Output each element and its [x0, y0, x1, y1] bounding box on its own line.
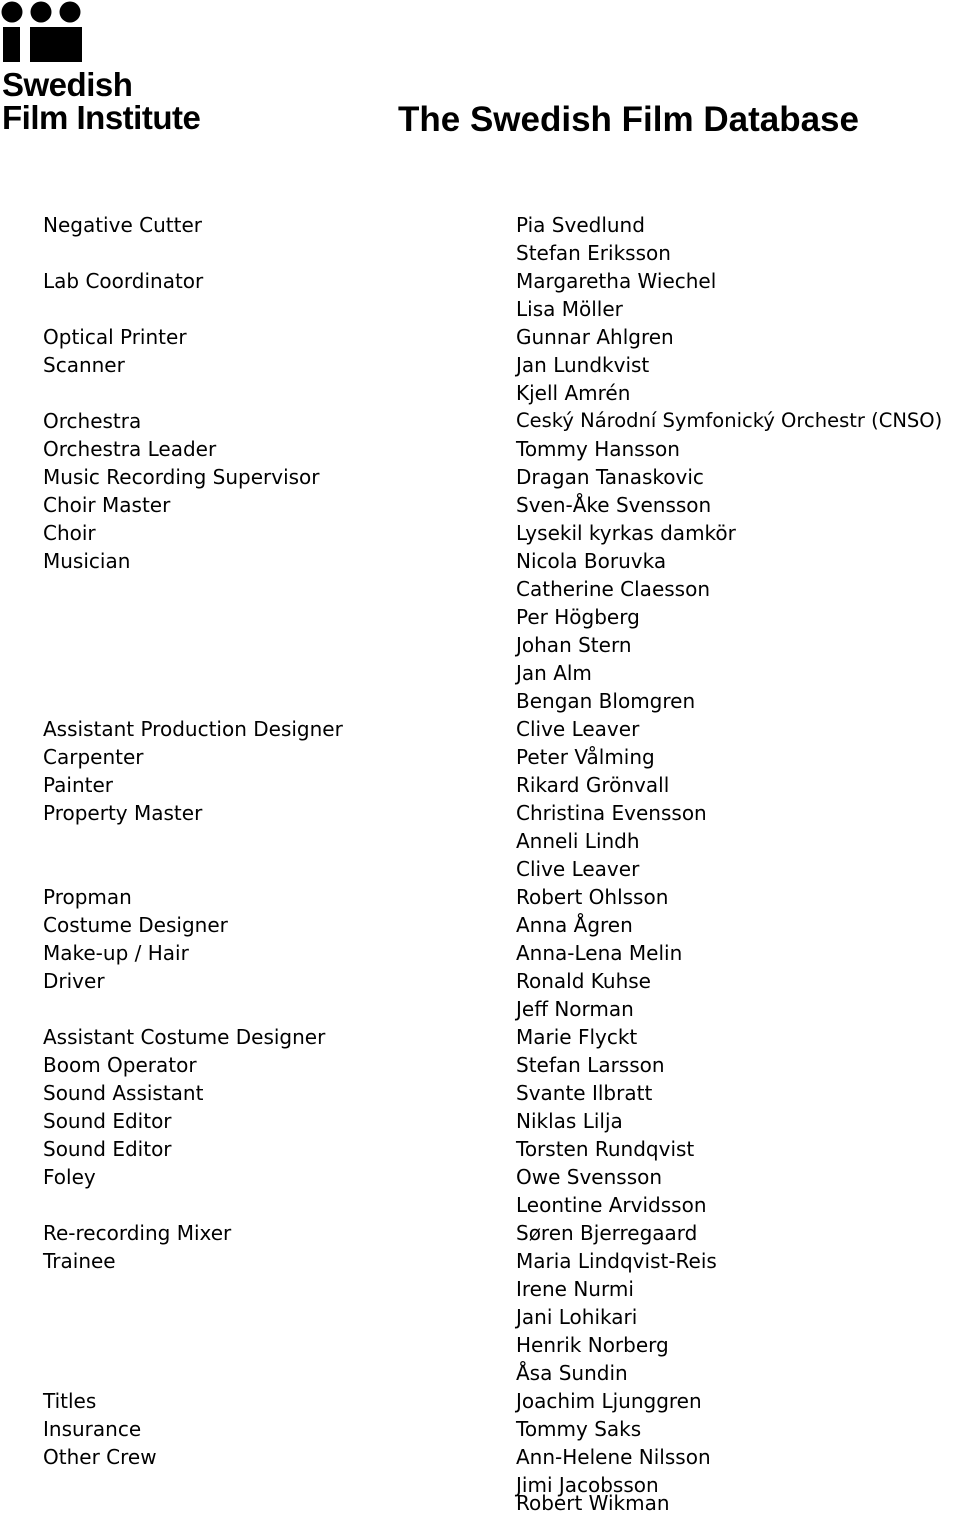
credit-name: Ann-Helene Nilsson: [516, 1445, 711, 1469]
credit-name: Niklas Lilja: [516, 1109, 623, 1133]
credit-role: Choir: [43, 521, 96, 545]
credit-role: Sound Editor: [43, 1137, 172, 1161]
credit-name: Jimi Jacobsson: [516, 1473, 659, 1497]
credit-row: [0, 771, 960, 799]
credit-role: Insurance: [43, 1417, 142, 1441]
credit-role: Assistant Costume Designer: [43, 1025, 326, 1049]
credit-row: [0, 1489, 960, 1517]
credit-role: Musician: [43, 549, 131, 573]
credit-row: [0, 547, 960, 575]
credit-role: Propman: [43, 885, 132, 909]
credit-name: Johan Stern: [516, 633, 632, 657]
logo-wordmark: [2, 68, 200, 134]
credit-role: Music Recording Supervisor: [43, 465, 320, 489]
credit-name: Ronald Kuhse: [516, 969, 651, 993]
credit-name: Sven-Åke Svensson: [516, 493, 712, 517]
page-title: The Swedish Film Database: [398, 100, 859, 139]
credit-row: [0, 267, 960, 295]
credit-name: Dragan Tanaskovic: [516, 465, 704, 489]
credit-name: Joachim Ljunggren: [516, 1389, 702, 1413]
credit-row: [0, 1219, 960, 1247]
credit-name: Leontine Arvidsson: [516, 1193, 707, 1217]
credit-row: [0, 323, 960, 351]
logo-line-1: Swedish: [2, 66, 133, 103]
credit-name: Per Högberg: [516, 605, 640, 629]
credit-name: Clive Leaver: [516, 857, 640, 881]
credit-role: Orchestra: [43, 409, 142, 433]
credit-name: Margaretha Wiechel: [516, 269, 717, 293]
credit-name: Irene Nurmi: [516, 1277, 634, 1301]
credit-role: Boom Operator: [43, 1053, 197, 1077]
credit-row: [0, 295, 960, 323]
credit-name: Anneli Lindh: [516, 829, 640, 853]
credit-name: Kjell Amrén: [516, 381, 631, 405]
credit-name: Bengan Blomgren: [516, 689, 696, 713]
credit-name: Anna-Lena Melin: [516, 941, 683, 965]
credit-name: Tommy Hansson: [516, 437, 680, 461]
credit-row: [0, 1135, 960, 1163]
credit-name: Lysekil kyrkas damkör: [516, 521, 736, 545]
credit-role: Sound Assistant: [43, 1081, 204, 1105]
credit-name: Svante Ilbratt: [516, 1081, 653, 1105]
credit-name: Åsa Sundin: [516, 1361, 628, 1385]
credit-row: [0, 1303, 960, 1331]
credit-row: [0, 239, 960, 267]
credit-name: Nicola Boruvka: [516, 549, 667, 573]
credit-role: Trainee: [43, 1249, 116, 1273]
credit-row: [0, 1023, 960, 1051]
credit-name: Peter Vålming: [516, 745, 655, 769]
credit-name: Gunnar Ahlgren: [516, 325, 674, 349]
credit-row: [0, 883, 960, 911]
credit-name: Marie Flyckt: [516, 1025, 638, 1049]
credit-role: Titles: [43, 1389, 97, 1413]
credit-row: [0, 1079, 960, 1107]
credit-row: [0, 491, 960, 519]
credit-row: [0, 211, 960, 239]
credit-row: [0, 1051, 960, 1079]
credit-row: [0, 435, 960, 463]
credit-name: Robert Wikman: [516, 1491, 670, 1515]
credit-row: [0, 827, 960, 855]
credit-role: Choir Master: [43, 493, 171, 517]
credit-row: [0, 631, 960, 659]
credit-row: [0, 379, 960, 407]
credit-row: [0, 687, 960, 715]
credit-name: Jani Lohikari: [516, 1305, 638, 1329]
credit-name: Jeff Norman: [516, 997, 634, 1021]
credit-name: Tommy Saks: [516, 1417, 642, 1441]
credit-name: Jan Alm: [516, 661, 592, 685]
credit-row: [0, 967, 960, 995]
credit-row: [0, 1191, 960, 1219]
credit-row: [0, 1387, 960, 1415]
swedish-film-institute-logo: [0, 0, 215, 140]
credit-row: [0, 1163, 960, 1191]
credit-row: [0, 519, 960, 547]
credit-name: Ceský Národní Symfonický Orchestr (CNSO): [516, 409, 943, 432]
credit-role: Painter: [43, 773, 114, 797]
credit-name: Stefan Eriksson: [516, 241, 671, 265]
credit-name: Lisa Möller: [516, 297, 623, 321]
credit-name: Pia Svedlund: [516, 213, 645, 237]
credit-name: Torsten Rundqvist: [516, 1137, 695, 1161]
credit-name: Catherine Claesson: [516, 577, 710, 601]
credit-row: [0, 1443, 960, 1471]
logo-mark-icon: [0, 0, 90, 68]
credit-row: [0, 911, 960, 939]
credit-role: Orchestra Leader: [43, 437, 217, 461]
credit-row: [0, 1107, 960, 1135]
credit-role: Driver: [43, 969, 105, 993]
credit-row: [0, 799, 960, 827]
credit-name: Søren Bjerregaard: [516, 1221, 698, 1245]
credit-name: Maria Lindqvist-Reis: [516, 1249, 717, 1273]
logo-line-2: Film Institute: [2, 99, 201, 136]
credit-role: Negative Cutter: [43, 213, 202, 237]
credit-row: [0, 463, 960, 491]
credit-role: Optical Printer: [43, 325, 187, 349]
credit-role: Sound Editor: [43, 1109, 172, 1133]
credit-row: [0, 743, 960, 771]
credit-role: Costume Designer: [43, 913, 228, 937]
credit-role: Lab Coordinator: [43, 269, 204, 293]
credit-row: [0, 1331, 960, 1359]
credit-role: Property Master: [43, 801, 203, 825]
credit-name: Anna Ågren: [516, 913, 633, 937]
credit-row: [0, 715, 960, 743]
credit-row: [0, 1247, 960, 1275]
credit-row: [0, 603, 960, 631]
credit-row: [0, 1415, 960, 1443]
credit-role: Carpenter: [43, 745, 144, 769]
credit-name: Stefan Larsson: [516, 1053, 665, 1077]
credit-row: [0, 407, 960, 435]
credit-row: [0, 575, 960, 603]
credit-role: Foley: [43, 1165, 96, 1189]
credit-name: Rikard Grönvall: [516, 773, 670, 797]
credit-name: Henrik Norberg: [516, 1333, 669, 1357]
credit-name: Christina Evensson: [516, 801, 707, 825]
credit-role: Scanner: [43, 353, 125, 377]
credit-row: [0, 1359, 960, 1387]
credit-role: Assistant Production Designer: [43, 717, 343, 741]
credit-row: [0, 939, 960, 967]
credit-name: Robert Ohlsson: [516, 885, 669, 909]
credit-row: [0, 995, 960, 1023]
credit-row: [0, 351, 960, 379]
credit-role: Re-recording Mixer: [43, 1221, 232, 1245]
credit-name: Jan Lundkvist: [516, 353, 650, 377]
credit-name: Owe Svensson: [516, 1165, 663, 1189]
credit-role: Other Crew: [43, 1445, 157, 1469]
credit-role: Make-up / Hair: [43, 941, 189, 965]
credit-name: Clive Leaver: [516, 717, 640, 741]
credit-row: [0, 659, 960, 687]
credit-row: [0, 1275, 960, 1303]
credit-row: [0, 855, 960, 883]
